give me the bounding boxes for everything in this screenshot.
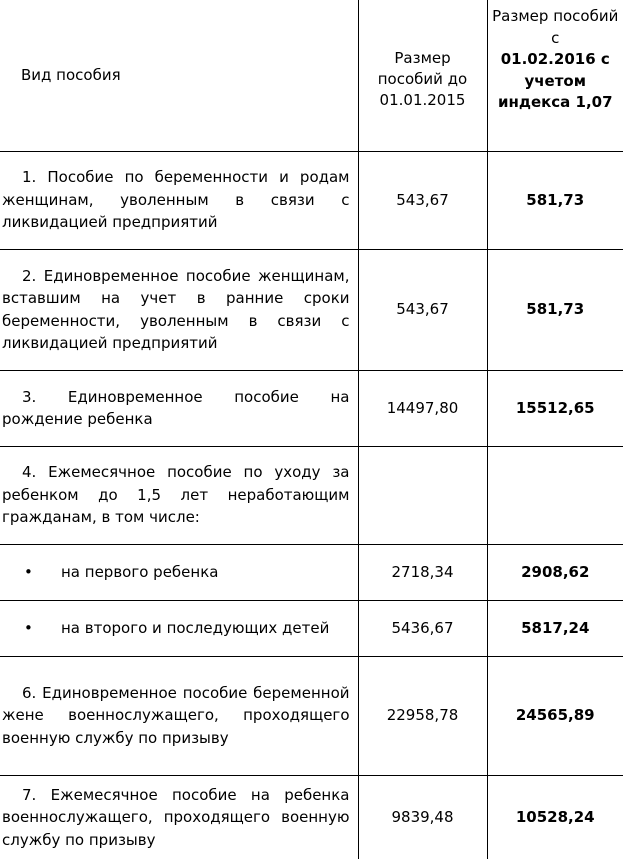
amount-from-2016: 15512,65: [487, 370, 623, 446]
table-row: [0, 656, 623, 775]
amount-before-2015: 14497,80: [358, 370, 487, 446]
amount-from-2016: [487, 446, 623, 544]
benefit-name: 7. Ежемесячное пособие на ребенка военнослужащего, проходящего военную службу по призыву: [0, 775, 358, 859]
benefit-name-text: на первого ребенка: [61, 563, 218, 581]
benefit-name: 4. Ежемесячное пособие по уходу за ребенком до 1,5 лет неработающим гражданам, в том числе:: [0, 446, 358, 544]
header-amount-from-2016-plain: Размер пособий с: [488, 6, 623, 49]
header-amount-from-2016: [487, 0, 623, 151]
table-row: [0, 151, 623, 249]
benefit-name: 1. Пособие по беременности и родам женщинам, уволенным в связи с ликвидацией предприятий: [0, 151, 358, 249]
benefit-name: [0, 600, 358, 656]
header-amount-from-2016-bold: 01.02.2016 с учетом индекса 1,07: [498, 50, 613, 111]
header-amount-before-2015: Размер пособий до 01.01.2015: [358, 0, 487, 151]
amount-from-2016: 10528,24: [487, 775, 623, 859]
bullet-mark: •: [24, 561, 61, 584]
table-row: [0, 775, 623, 859]
table-row: [0, 544, 623, 600]
amount-before-2015: 9839,48: [358, 775, 487, 859]
amount-from-2016: 2908,62: [487, 544, 623, 600]
amount-before-2015: 5436,67: [358, 600, 487, 656]
header-benefit-type: Вид пособия: [0, 0, 358, 151]
amount-from-2016: 24565,89: [487, 656, 623, 775]
table-row: [0, 370, 623, 446]
amount-before-2015: 22958,78: [358, 656, 487, 775]
amount-before-2015: 543,67: [358, 249, 487, 370]
amount-from-2016: 581,73: [487, 249, 623, 370]
benefit-name: 3. Единовременное пособие на рождение ребенка: [0, 370, 358, 446]
amount-before-2015: [358, 446, 487, 544]
bullet-mark: •: [24, 617, 61, 640]
table-header-row: [0, 0, 623, 151]
amount-before-2015: 543,67: [358, 151, 487, 249]
benefit-name: 6. Единовременное пособие беременной жене военнослужащего, проходящего военную службу по призыву: [0, 656, 358, 775]
table-row: [0, 446, 623, 544]
benefit-name-text: на второго и последующих детей: [61, 619, 329, 637]
amount-from-2016: 581,73: [487, 151, 623, 249]
table-row: [0, 600, 623, 656]
benefit-name: 2. Единовременное пособие женщинам, вставшим на учет в ранние сроки беременности, уволенным в связи с ликвидацией предприятий: [0, 249, 358, 370]
benefit-name: [0, 544, 358, 600]
amount-before-2015: 2718,34: [358, 544, 487, 600]
table-row: [0, 249, 623, 370]
amount-from-2016: 5817,24: [487, 600, 623, 656]
